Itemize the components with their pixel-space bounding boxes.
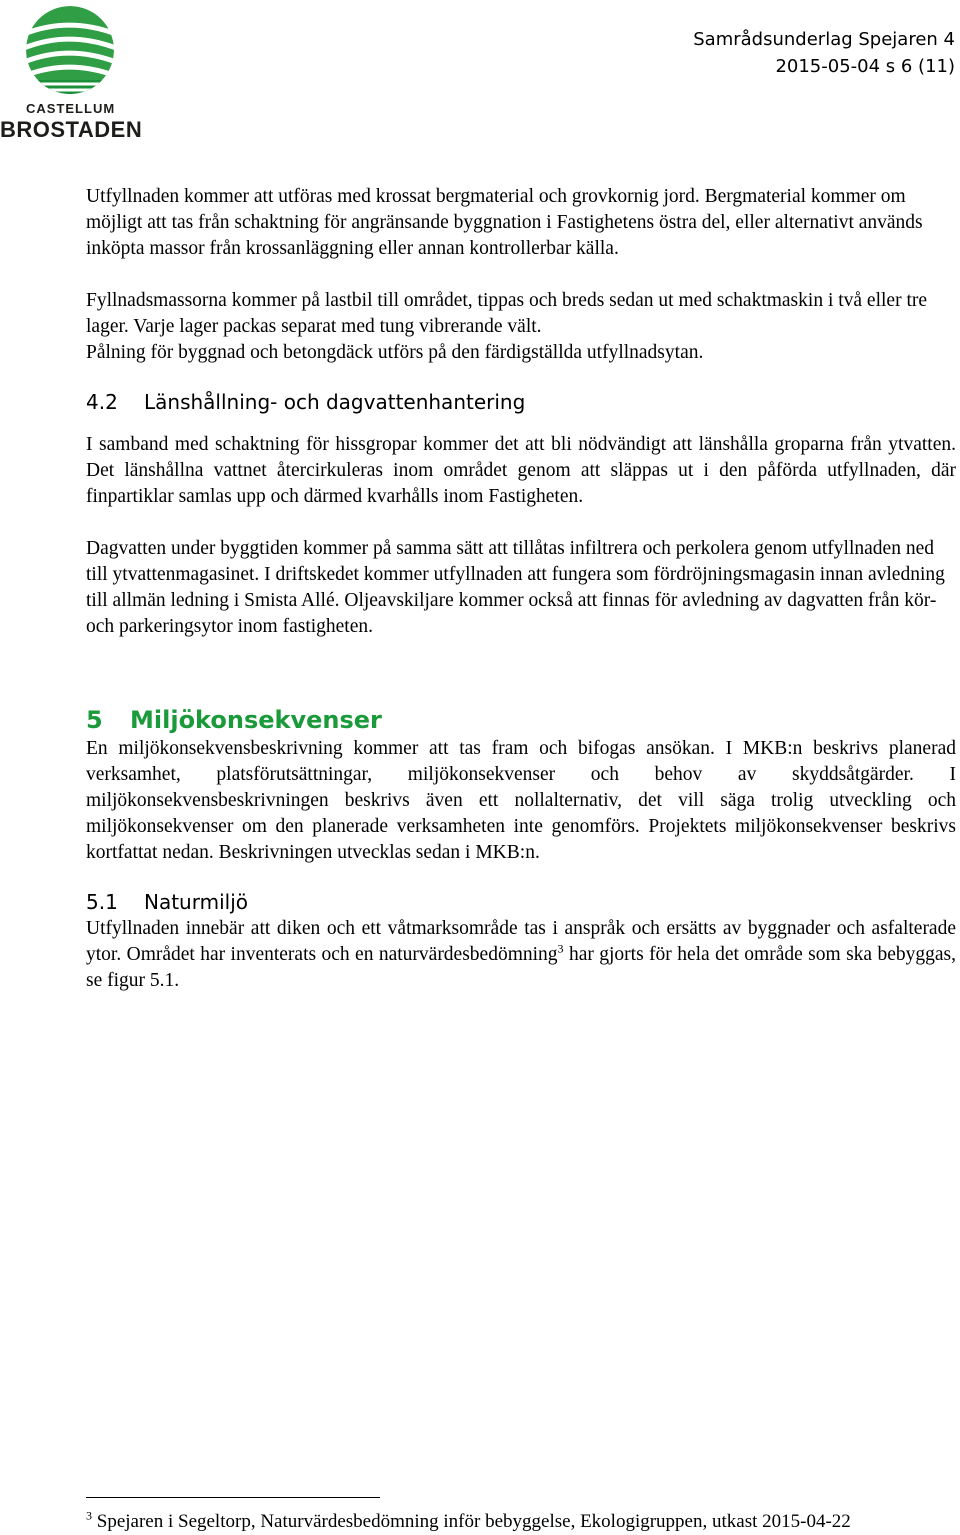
section-title: Miljökonsekvenser xyxy=(130,706,382,734)
paragraph-stormwater: Dagvatten under byggtiden kommer på samma sätt att tillåtas infiltrera och perkolera genom utfyllnaden ned till ytvattenmagasinet. I driftskedet kommer utfyllnaden att fungera som fördröjningsmagasin innan avledning till allmän ledning i Smista Allé. Oljeavskiljare kommer också att finnas för avledning av dagvatten från kör- och parkeringsytor inom fastigheten. xyxy=(86,538,945,637)
paragraph-text-part1: Utfyllnaden innebär att diken och ett våtmarksområde tas i anspråk och ersätts av byggnader och asfalterade ytor. Området har inventerats och en naturvärdesbedömning xyxy=(86,918,956,965)
paragraph-environmental-impact: En miljökonsekvensbeskrivning kommer att tas fram och bifogas ansökan. I MKB:n beskrivs planerad verksamhet, platsförutsättningar, miljökonsekvenser och behov av skyddsåtgärder. I miljökonsekvensbeskrivningen beskrivs även ett nollalternativ, det vill säga trolig utveckling och miljökonsekvenser om den planerade verksamheten inte genomförs. Projektets miljökonsekvenser beskrivs kortfattat nedan. Beskrivningen utvecklas sedan i MKB:n. xyxy=(86,738,956,863)
section-number: 5 xyxy=(86,706,103,734)
page-header xyxy=(693,26,955,80)
paragraph-natural-environment xyxy=(86,916,956,994)
section-heading-4-2 xyxy=(86,388,956,416)
paragraph-fill-process-line1: Fyllnadsmassorna kommer på lastbil till området, tippas och breds sedan ut med schaktmaskin i två eller tre lager. Varje lager packas separat med tung vibrerande vält. xyxy=(86,290,928,337)
logo-brand-brostaden: BROSTADEN xyxy=(0,117,143,142)
section-title: Naturmiljö xyxy=(144,890,248,914)
paragraph-text-part2: har gjorts för hela det område som ska bebyggas, se figur 5.1. xyxy=(86,944,956,991)
section-heading-5 xyxy=(86,704,956,736)
castellum-brostaden-logo xyxy=(0,4,150,144)
paragraph-dewatering: I samband med schaktning för hissgropar kommer det att bli nödvändigt att länshålla groparna från ytvatten. Det länshållna vattnet återcirkuleras inom området genom att släppas ut i den påförda utfyllnaden, där finpartiklar samlas upp och därmed kvarhålls inom Fastigheten. xyxy=(86,434,956,507)
section-heading-5-1 xyxy=(86,888,956,916)
footnote-reference[interactable]: 3 xyxy=(557,941,564,956)
footnote xyxy=(86,1510,851,1534)
section-number: 5.1 xyxy=(86,890,118,914)
paragraph-fill-process xyxy=(86,288,956,366)
section-number: 4.2 xyxy=(86,390,118,414)
footnote-mark: 3 xyxy=(86,1508,92,1523)
document-date-page: 2015-05-04 s 6 (11) xyxy=(775,56,955,77)
logo-emblem-icon xyxy=(24,4,116,96)
logo-brand-castellum: CASTELLUM xyxy=(26,101,116,116)
paragraph-fill-process-line2: Pålning för byggnad och betongdäck utförs på den färdigställda utfyllnadsytan. xyxy=(86,342,704,363)
document-body xyxy=(86,184,956,994)
footnote-divider xyxy=(86,1497,380,1498)
paragraph-fill-material: Utfyllnaden kommer att utföras med krossat bergmaterial och grovkornig jord. Bergmaterial kommer om möjligt att tas från schaktning för angränsande byggnation i Fastighetens östra del, eller alternativt används inköpta massor från krossanläggning eller annan kontrollerbar källa. xyxy=(86,186,923,259)
section-title: Länshållning- och dagvattenhantering xyxy=(144,390,526,414)
document-title: Samrådsunderlag Spejaren 4 xyxy=(693,29,955,50)
footnote-text: Spejaren i Segeltorp, Naturvärdesbedömning inför bebyggelse, Ekologigruppen, utkast 2015-04-22 xyxy=(92,1511,851,1532)
